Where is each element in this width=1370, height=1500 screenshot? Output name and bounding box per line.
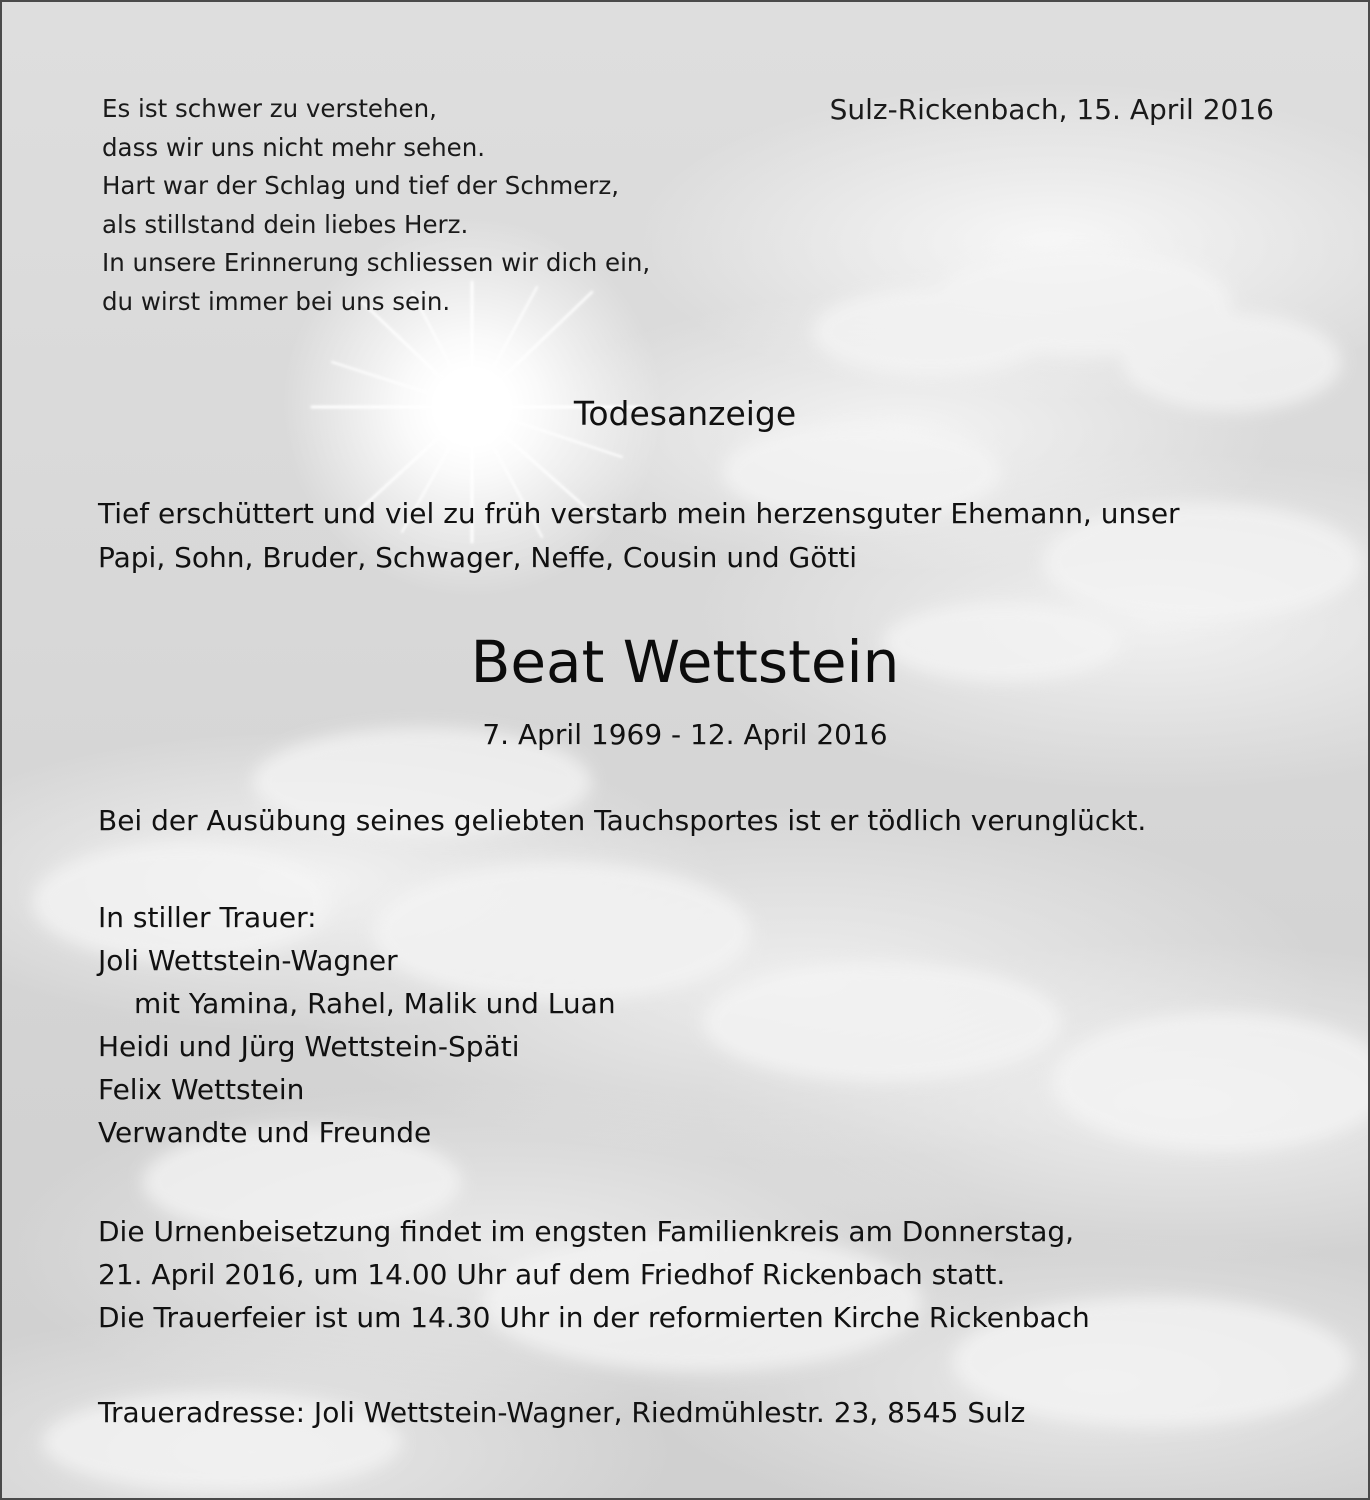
mourner-name: Heidi und Jürg Wettstein-Späti — [98, 1030, 520, 1063]
life-dates: 7. April 1969 - 12. April 2016 — [482, 718, 888, 751]
notice-heading: Todesanzeige — [573, 394, 797, 433]
mourner-name: Joli Wettstein-Wagner — [98, 944, 398, 977]
funeral-info — [98, 1210, 1090, 1339]
intro-text — [98, 492, 1180, 580]
intro-line: Papi, Sohn, Bruder, Schwager, Neffe, Cousin und Götti — [98, 541, 858, 574]
funeral-line: Die Urnenbeisetzung findet im engsten Familienkreis am Donnerstag, — [98, 1215, 1075, 1248]
poem — [102, 90, 650, 321]
poem-line: Es ist schwer zu verstehen, — [102, 94, 437, 123]
intro-line: Tief erschüttert und viel zu früh verstarb mein herzensguter Ehemann, unser — [98, 497, 1180, 530]
poem-line: dass wir uns nicht mehr sehen. — [102, 132, 486, 162]
mourners-title: In stiller Trauer: — [98, 901, 317, 934]
place-and-date: Sulz-Rickenbach, 15. April 2016 — [829, 93, 1274, 126]
cause-of-death: Bei der Ausübung seines geliebten Tauchsportes ist er tödlich verunglückt. — [98, 804, 1147, 837]
mourner-name: Verwandte und Freunde — [98, 1116, 432, 1149]
funeral-line: 21. April 2016, um 14.00 Uhr auf dem Friedhof Rickenbach statt. — [98, 1258, 1006, 1291]
poem-line: In unsere Erinnerung schliessen wir dich ein, — [102, 248, 651, 277]
mourner-name: Felix Wettstein — [98, 1073, 305, 1106]
poem-line: du wirst immer bei uns sein. — [102, 286, 451, 316]
mourners-list — [98, 896, 616, 1154]
funeral-line: Die Trauerfeier ist um 14.30 Uhr in der reformierten Kirche Rickenbach — [98, 1301, 1090, 1334]
poem-line: Hart war der Schlag und tief der Schmerz, — [102, 171, 620, 200]
poem-line: als stillstand dein liebes Herz. — [102, 209, 469, 239]
mourning-address: Traueradresse: Joli Wettstein-Wagner, Riedmühlestr. 23, 8545 Sulz — [98, 1396, 1026, 1429]
mourner-name: mit Yamina, Rahel, Malik und Luan — [134, 987, 616, 1020]
deceased-name: Beat Wettstein — [470, 628, 900, 696]
